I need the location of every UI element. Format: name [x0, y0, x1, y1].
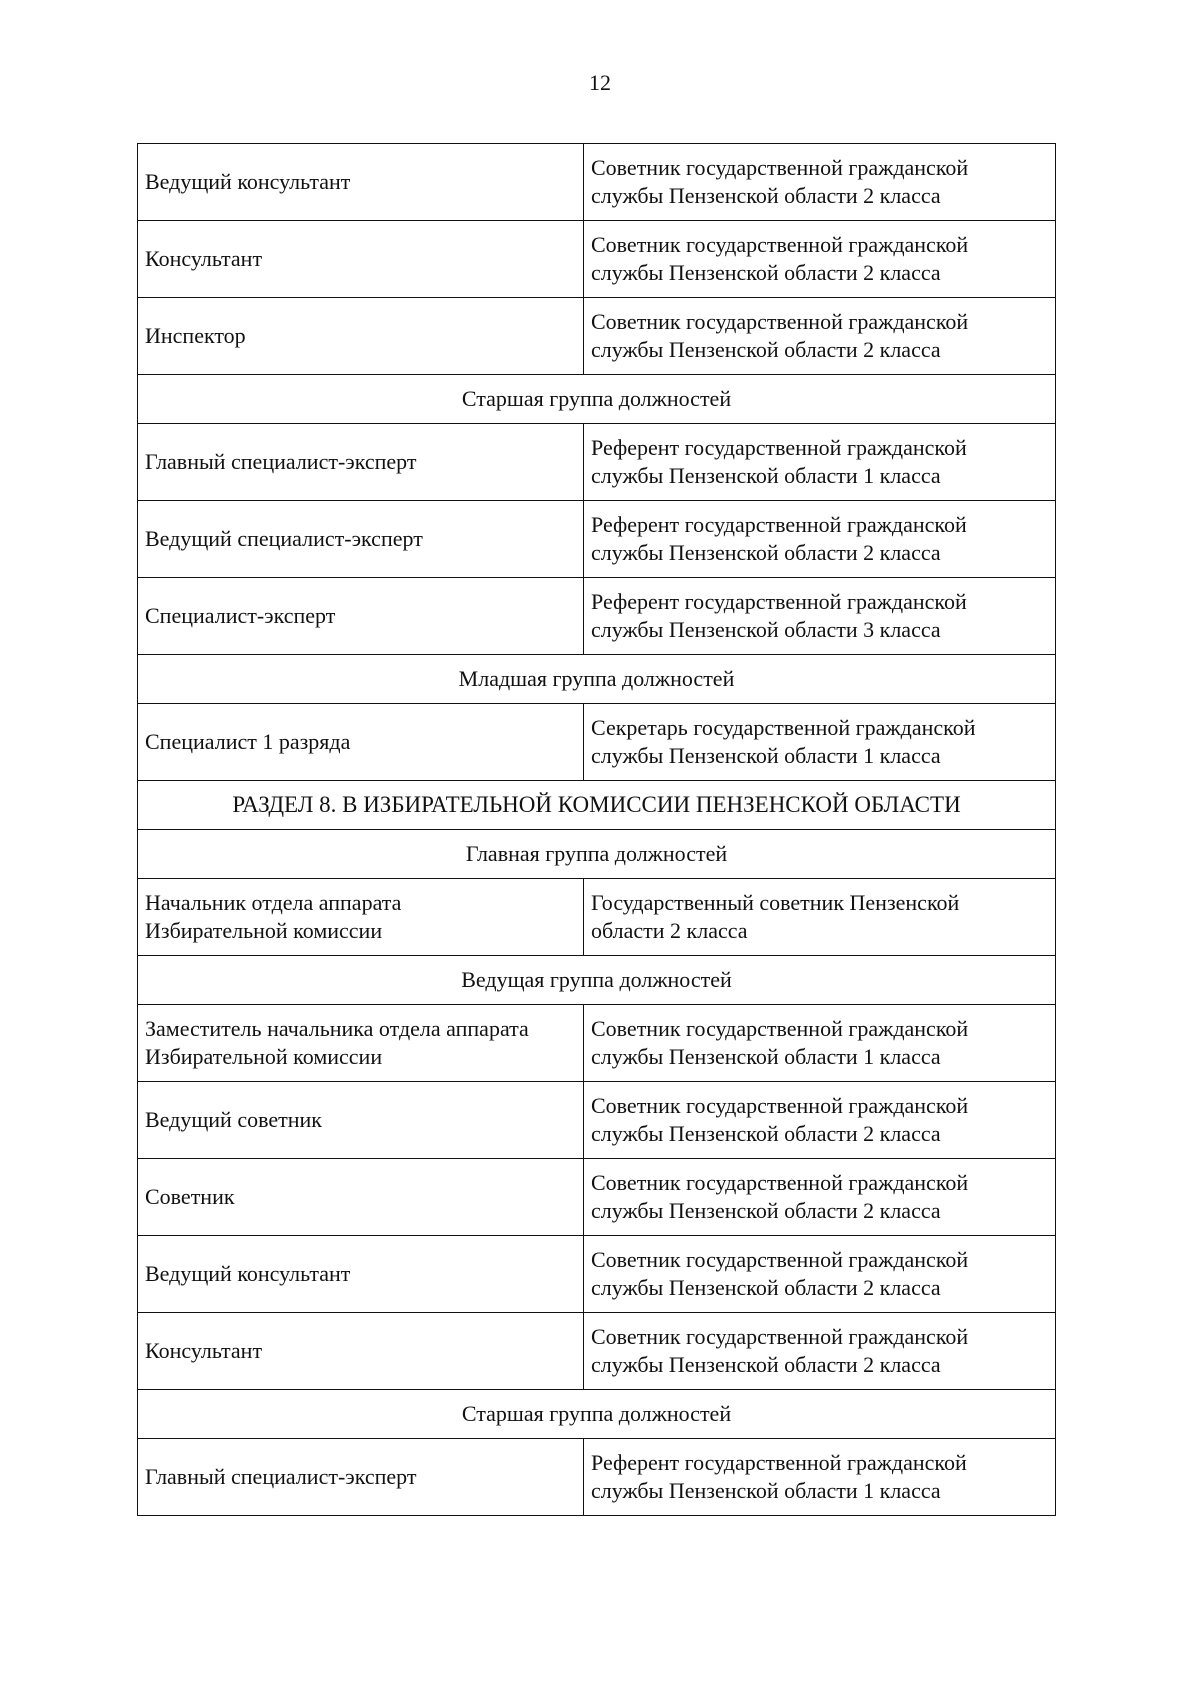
position-cell — [138, 1236, 584, 1313]
rank-line1: Советник государственной гражданской — [591, 1247, 969, 1272]
table-row — [138, 704, 1056, 781]
rank-line1: Советник государственной гражданской — [591, 309, 969, 334]
table-row — [138, 298, 1056, 375]
table-row — [138, 1439, 1056, 1516]
position-title: Специалист-эксперт — [145, 603, 336, 628]
position-cell — [138, 879, 584, 956]
rank-cell — [584, 424, 1056, 501]
position-title: Главный специалист-эксперт — [145, 1464, 417, 1489]
rank-line2: службы Пензенской области 2 класса — [591, 1275, 941, 1300]
rank-line2: службы Пензенской области 2 класса — [591, 1352, 941, 1377]
table-row — [138, 221, 1056, 298]
positions-table-body — [138, 144, 1056, 1516]
position-cell — [138, 144, 584, 221]
table-row — [138, 424, 1056, 501]
rank-line1: Референт государственной гражданской — [591, 435, 967, 460]
rank-line1: Советник государственной гражданской — [591, 232, 969, 257]
rank-line2: службы Пензенской области 2 класса — [591, 183, 941, 208]
rank-line2: службы Пензенской области 2 класса — [591, 540, 941, 565]
rank-cell — [584, 1313, 1056, 1390]
position-title: Начальник отдела аппарата — [145, 890, 402, 915]
rank-cell — [584, 704, 1056, 781]
position-cell — [138, 704, 584, 781]
rank-cell — [584, 1159, 1056, 1236]
table-row — [138, 501, 1056, 578]
position-cell — [138, 1082, 584, 1159]
table-row — [138, 144, 1056, 221]
rank-cell — [584, 1236, 1056, 1313]
group-heading: Главная группа должностей — [138, 830, 1056, 879]
group-heading: Старшая группа должностей — [138, 375, 1056, 424]
rank-line1: Секретарь государственной гражданской — [591, 715, 976, 740]
position-title: Советник — [145, 1184, 235, 1209]
rank-line2: службы Пензенской области 2 класса — [591, 1198, 941, 1223]
group-heading: Старшая группа должностей — [138, 1390, 1056, 1439]
position-title: Ведущий консультант — [145, 169, 351, 194]
rank-line2: службы Пензенской области 3 класса — [591, 617, 941, 642]
position-cell — [138, 1159, 584, 1236]
rank-line1: Советник государственной гражданской — [591, 1016, 969, 1041]
rank-line2: службы Пензенской области 1 класса — [591, 1044, 941, 1069]
rank-cell — [584, 298, 1056, 375]
position-cell — [138, 1313, 584, 1390]
rank-line1: Референт государственной гражданской — [591, 512, 967, 537]
rank-line1: Государственный советник Пензенской — [591, 890, 960, 915]
rank-line1: Референт государственной гражданской — [591, 1450, 967, 1475]
table-row — [138, 1159, 1056, 1236]
section-heading-row — [138, 781, 1056, 830]
table-row — [138, 1005, 1056, 1082]
position-cell — [138, 1005, 584, 1082]
table-row — [138, 879, 1056, 956]
position-cell — [138, 578, 584, 655]
position-title: Консультант — [145, 246, 263, 271]
rank-line2: области 2 класса — [591, 918, 748, 943]
rank-line1: Референт государственной гражданской — [591, 589, 967, 614]
rank-line1: Советник государственной гражданской — [591, 155, 969, 180]
position-cell — [138, 501, 584, 578]
rank-cell — [584, 1005, 1056, 1082]
position-cell — [138, 298, 584, 375]
position-title: Специалист 1 разряда — [145, 729, 351, 754]
rank-line2: службы Пензенской области 1 класса — [591, 743, 941, 768]
rank-line2: службы Пензенской области 2 класса — [591, 1121, 941, 1146]
rank-cell — [584, 221, 1056, 298]
positions-table — [137, 143, 1056, 1516]
position-title: Консультант — [145, 1338, 263, 1363]
rank-cell — [584, 144, 1056, 221]
position-cell — [138, 221, 584, 298]
group-heading-row — [138, 375, 1056, 424]
position-title: Ведущий советник — [145, 1107, 322, 1132]
group-heading-row — [138, 956, 1056, 1005]
position-title: Заместитель начальника отдела аппарата — [145, 1016, 529, 1041]
rank-cell — [584, 501, 1056, 578]
rank-line1: Советник государственной гражданской — [591, 1324, 969, 1349]
group-heading: Ведущая группа должностей — [138, 956, 1056, 1005]
section-heading: РАЗДЕЛ 8. В ИЗБИРАТЕЛЬНОЙ КОМИССИИ ПЕНЗЕНСКОЙ ОБЛАСТИ — [138, 781, 1056, 830]
position-cell — [138, 1439, 584, 1516]
rank-line2: службы Пензенской области 2 класса — [591, 337, 941, 362]
position-title: Главный специалист-эксперт — [145, 449, 417, 474]
rank-cell — [584, 1439, 1056, 1516]
group-heading-row — [138, 655, 1056, 704]
position-title-line2: Избирательной комиссии — [145, 1044, 383, 1069]
position-title: Ведущий консультант — [145, 1261, 351, 1286]
group-heading-row — [138, 830, 1056, 879]
table-row — [138, 1082, 1056, 1159]
position-title: Ведущий специалист-эксперт — [145, 526, 423, 551]
rank-line2: службы Пензенской области 1 класса — [591, 1478, 941, 1503]
table-row — [138, 1313, 1056, 1390]
rank-line1: Советник государственной гражданской — [591, 1093, 969, 1118]
position-title: Инспектор — [145, 323, 246, 348]
position-title-line2: Избирательной комиссии — [145, 918, 383, 943]
group-heading-row — [138, 1390, 1056, 1439]
rank-cell — [584, 879, 1056, 956]
table-row — [138, 1236, 1056, 1313]
page-number: 12 — [589, 70, 611, 95]
table-row — [138, 578, 1056, 655]
rank-cell — [584, 578, 1056, 655]
position-cell — [138, 424, 584, 501]
group-heading: Младшая группа должностей — [138, 655, 1056, 704]
rank-cell — [584, 1082, 1056, 1159]
rank-line2: службы Пензенской области 2 класса — [591, 260, 941, 285]
rank-line2: службы Пензенской области 1 класса — [591, 463, 941, 488]
rank-line1: Советник государственной гражданской — [591, 1170, 969, 1195]
